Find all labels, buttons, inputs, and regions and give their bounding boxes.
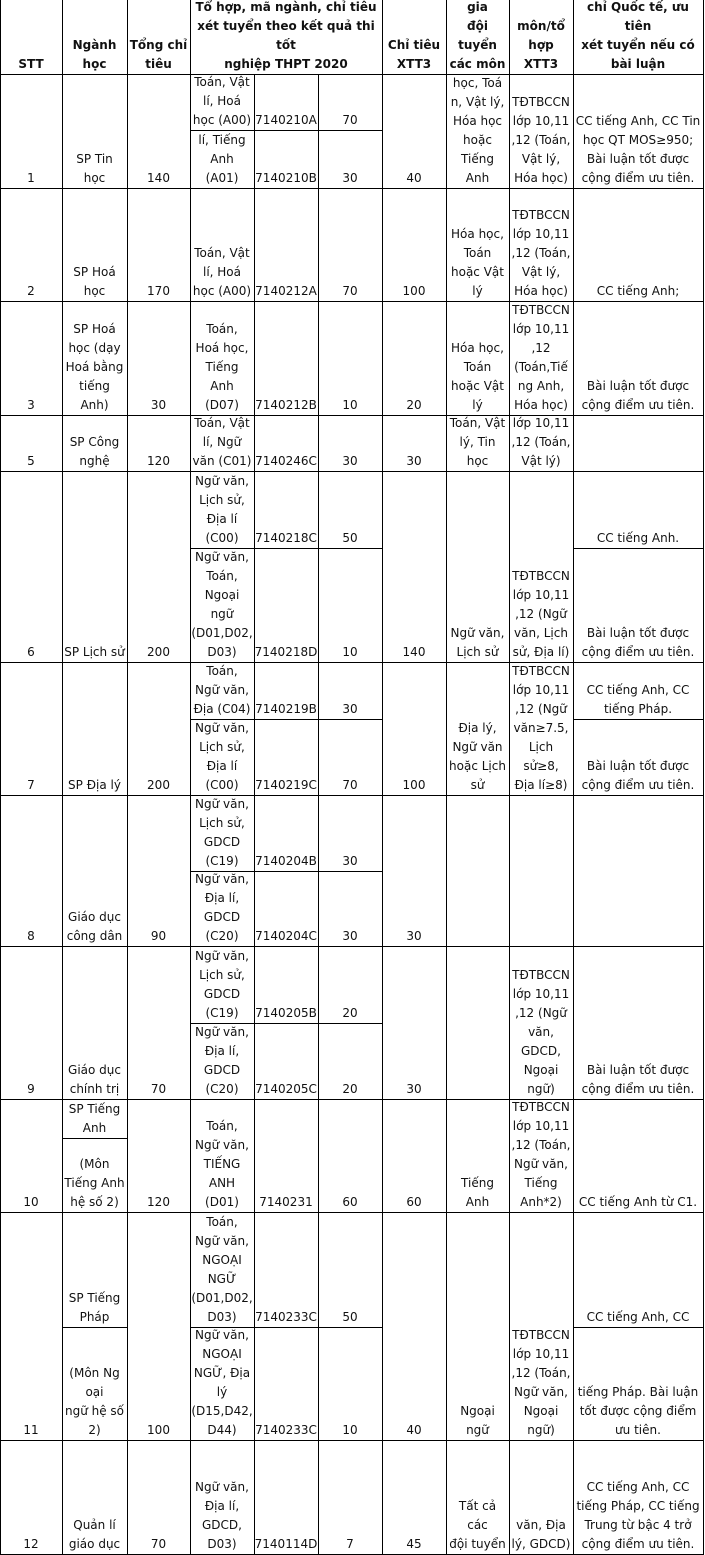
row-uu-tien: CC tiếng Anh, CC tiếng Pháp, CC tiếng Trung từ bậc 4 trở cộng điểm ưu tiên. [576, 1480, 700, 1551]
row-chi-tieu: 10 [342, 398, 358, 412]
row-uu-tien: CC tiếng Anh, CC Tin học QT MOS≥950; Bài luận tốt được cộng điểm ưu tiên. [575, 114, 701, 185]
row-nganh: SP Lịch sử [64, 645, 125, 659]
row-chi-tieu: 30 [342, 702, 358, 716]
row-chi-tieu: 20 [342, 1006, 358, 1020]
row-nganh: SP Công nghệ [69, 435, 120, 468]
row-stt: 1 [27, 171, 35, 185]
row-tong-chi-tieu: 90 [150, 929, 167, 943]
row-ma-nganh: 7140204C [255, 929, 317, 943]
grid-line [0, 188, 704, 189]
row-uu-tien: CC tiếng Anh, CC tiếng Pháp. [586, 683, 690, 716]
row-nganh: SP Hoá học [73, 265, 116, 298]
row-stt: 11 [23, 1423, 39, 1437]
row-tong-chi-tieu: 200 [147, 778, 170, 792]
header-chi-tieu-xtt3: Chỉ tiêu XTT3 [387, 38, 441, 71]
row-chi-tieu: 10 [342, 645, 358, 659]
row-doi-tuyen: Toán, Vật lý, Tin học [449, 416, 506, 468]
row-nganh: Quản lí giáo dục [68, 1518, 121, 1551]
row-ma-nganh: 7140233C [255, 1423, 317, 1437]
grid-line [318, 74, 319, 1554]
row-tong-chi-tieu: 100 [147, 1423, 170, 1437]
row-mon-to-hop: TĐTBCCN lớp 10,11 ,12 (Ngữ văn, Lịch sử, Địa lí) [512, 569, 570, 659]
grid-line [509, 0, 510, 1554]
row-doi-tuyen: học, Toá n, Vật lý, Hóa học hoặc Tiếng Anh [450, 76, 505, 185]
row-tong-chi-tieu: 120 [147, 1195, 170, 1209]
row-doi-tuyen: Ngữ văn, Lịch sử [450, 626, 505, 659]
row-chi-tieu: 30 [342, 454, 358, 468]
row-chi-tieu: 50 [342, 1310, 358, 1324]
row-to-hop: Toán, Vật lí, Hoá học (A00) [192, 75, 252, 127]
row-stt: 7 [27, 778, 35, 792]
grid-line [573, 548, 704, 549]
row-chi-tieu-xtt3: 30 [406, 454, 422, 468]
row-ma-nganh: 7140114D [254, 1537, 318, 1551]
row-chi-tieu: 70 [342, 284, 358, 298]
grid-line [0, 471, 704, 472]
row-chi-tieu-xtt3: 40 [406, 1423, 422, 1437]
header-stt: STT [18, 57, 44, 71]
header-doi-tuyen: gia đội tuyển các môn [449, 0, 506, 71]
grid-line [190, 130, 383, 131]
grid-line [62, 1138, 128, 1139]
row-stt: 12 [23, 1537, 39, 1551]
row-nganh: Giáo dục công dân [66, 910, 123, 943]
header-tong-chi-tieu: Tổng chỉ tiêu [129, 38, 188, 71]
row-to-hop: Ngữ văn, Toán, Ngoại ngữ (D01,D02, D03) [191, 550, 253, 659]
row-chi-tieu: 50 [342, 531, 358, 545]
row-tong-chi-tieu: 70 [150, 1537, 167, 1551]
grid-line [190, 1327, 383, 1328]
row-uu-tien: Bài luận tốt được cộng điểm ưu tiên. [581, 1063, 695, 1096]
row-stt: 6 [27, 645, 35, 659]
row-ma-nganh: 7140218D [254, 645, 318, 659]
row-chi-tieu-xtt3: 20 [406, 398, 422, 412]
grid-line [0, 795, 704, 796]
row-to-hop: Toán, Hoá học, Tiếng Anh (D07) [195, 322, 249, 412]
row-to-hop: Ngữ văn, Lịch sử, GDCD (C19) [195, 797, 249, 868]
header-mon-to-hop: môn/tổ hợp XTT3 [517, 19, 565, 71]
row-mon-to-hop: TĐTBCCN lớp 10,11 ,12 (Toán, Vật lý, Hóa học) [511, 208, 571, 298]
row-uu-tien: CC tiếng Anh. [596, 531, 680, 545]
row-nganh: SP Hoá học (dạy Hoá bằng tiếng Anh) [65, 322, 124, 412]
row-stt: 3 [27, 398, 35, 412]
row-nganh: SP Địa lý [68, 778, 121, 792]
row-uu-tien: CC tiếng Anh; [596, 284, 680, 298]
row-mon-to-hop: TĐTBCCN lớp 10,11 ,12 (Toán, Vật lý, Hóa học) [511, 95, 571, 185]
row-mon-to-hop: lớp 10,11 ,12 (Toán, Vật lý) [511, 416, 571, 468]
grid-line [190, 548, 383, 549]
row-chi-tieu: 7 [346, 1537, 354, 1551]
grid-line [573, 0, 574, 1554]
row-mon-to-hop: TĐTBCCN lớp 10,11 ,12 (Toán,Tiế ng Anh, Hóa học) [512, 303, 570, 412]
row-ma-nganh: 7140212B [255, 398, 317, 412]
row-chi-tieu: 60 [342, 1195, 358, 1209]
row-ma-nganh: 7140219B [255, 702, 317, 716]
row-ma-nganh: 7140205B [255, 1006, 317, 1020]
row-chi-tieu: 30 [342, 854, 358, 868]
grid-line [0, 301, 704, 302]
row-chi-tieu-xtt3: 60 [406, 1195, 422, 1209]
row-ma-nganh: 7140231 [259, 1195, 313, 1209]
grid-line [0, 415, 704, 416]
row-mon-to-hop: văn, Địa lý, GDCD) [511, 1518, 571, 1551]
grid-line [0, 662, 704, 663]
row-chi-tieu-xtt3: 100 [402, 778, 426, 792]
row-nganh: Giáo dục chính trị [68, 1063, 121, 1096]
row-chi-tieu: 10 [342, 1423, 358, 1437]
grid-line [190, 871, 383, 872]
row-uu-tien-note: Bài luận tốt được cộng điểm ưu tiên. [581, 626, 695, 659]
grid-line [62, 0, 63, 1554]
row-tong-chi-tieu: 140 [147, 171, 170, 185]
grid-line [0, 1440, 704, 1441]
row-nganh: SP Tin học [76, 152, 113, 185]
header-nganh: Ngành học [72, 38, 117, 71]
row-doi-tuyen: Tất cả các đội tuyển [449, 1499, 506, 1551]
grid-line [573, 719, 704, 720]
row-tong-chi-tieu: 30 [150, 398, 167, 412]
row-doi-tuyen: Hóa học, Toán hoặc Vật lý [451, 341, 504, 412]
row-ma-nganh: 7140212A [255, 284, 317, 298]
row-to-hop: Ngữ văn, Địa lí, GDCD (C20) [195, 1025, 249, 1096]
row-chi-tieu-xtt3: 100 [402, 284, 426, 298]
row-tong-chi-tieu: 170 [147, 284, 170, 298]
row-ma-nganh: 7140246C [255, 454, 317, 468]
row-to-hop: Ngữ văn, Địa lí, GDCD (C20) [195, 872, 249, 943]
row-chi-tieu: 20 [342, 1082, 358, 1096]
row-ma-nganh: 7140219C [255, 778, 317, 792]
grid-line [190, 1023, 383, 1024]
row-to-hop: Ngữ văn, Lịch sử, Địa lí (C00) [195, 474, 249, 545]
row-chi-tieu-xtt3: 45 [406, 1537, 422, 1551]
grid-line [127, 0, 128, 1554]
row-ma-nganh: 7140233C [255, 1310, 317, 1324]
row-uu-tien-note: Bài luận tốt được cộng điểm ưu tiên. [581, 759, 695, 792]
grid-line [0, 0, 1, 1554]
row-ma-nganh: 7140210A [255, 113, 317, 127]
row-doi-tuyen: Ngoại ngữ [460, 1404, 495, 1437]
row-mon-to-hop: TĐTBCCN lớp 10,11 ,12 (Ngữ văn, GDCD, Ngoại ngữ) [512, 968, 570, 1096]
row-chi-tieu: 70 [342, 113, 358, 127]
row-tong-chi-tieu: 70 [150, 1082, 167, 1096]
row-mon-to-hop: TĐTBCCN lớp 10,11 ,12 (Toán, Ngữ văn, Ngoại ngữ) [511, 1328, 571, 1437]
row-uu-tien: CC tiếng Anh từ C1. [578, 1195, 698, 1209]
grid-line [573, 1327, 704, 1328]
grid-line [190, 719, 383, 720]
row-to-hop: Ngữ văn, Lịch sử, GDCD (C19) [195, 949, 249, 1020]
row-to-hop: lí, Tiếng Anh (A01) [198, 133, 246, 185]
grid-line [703, 0, 704, 1554]
row-to-hop: Toán, Ngữ văn, Địa (C04) [193, 664, 251, 716]
row-doi-tuyen: Hóa học, Toán hoặc Vật lý [451, 227, 504, 298]
row-doi-tuyen: Địa lý, Ngữ văn hoặc Lịch sử [449, 721, 506, 792]
grid-line [0, 74, 704, 75]
row-chi-tieu: 30 [342, 171, 358, 185]
grid-line [0, 1212, 704, 1213]
row-to-hop: Toán, Vật lí, Ngữ văn (C01) [192, 416, 252, 468]
row-to-hop: Ngữ văn, Địa lí, GDCD, D03) [195, 1480, 249, 1551]
row-stt: 2 [27, 284, 35, 298]
row-mon-to-hop: TĐTBCCN lớp 10,11 ,12 (Toán, Ngữ văn, Tiếng Anh*2) [511, 1100, 571, 1209]
grid-line [254, 74, 255, 1554]
row-nganh: SP Tiếng Pháp [68, 1291, 121, 1324]
row-uu-tien: Bài luận tốt được cộng điểm ưu tiên. [581, 379, 695, 412]
row-uu-tien-note: tiếng Pháp. Bài luận tốt được cộng điểm ưu tiên. [577, 1385, 699, 1437]
grid-line [446, 0, 447, 1554]
row-doi-tuyen: Tiếng Anh [461, 1176, 494, 1209]
grid-line [190, 0, 191, 1554]
row-tong-chi-tieu: 120 [147, 454, 170, 468]
row-nganh-note: (Môn Tiếng Anh hệ số 2) [64, 1157, 125, 1209]
grid-line [0, 1099, 704, 1100]
row-stt: 8 [27, 929, 35, 943]
row-chi-tieu: 30 [342, 929, 358, 943]
row-stt: 9 [27, 1082, 35, 1096]
row-uu-tien: CC tiếng Anh, CC [586, 1310, 690, 1324]
header-uu-tien: chỉ Quốc tế, ưu tiên xét tuyển nếu có bài luận [581, 0, 695, 71]
row-to-hop: Toán, Vật lí, Hoá học (A00) [192, 246, 252, 298]
row-chi-tieu-xtt3: 30 [406, 1082, 422, 1096]
row-to-hop: Ngữ văn, NGOẠI NGỮ, Địa lý (D15,D42, D44) [191, 1328, 253, 1437]
row-nganh: SP Tiếng Anh [68, 1102, 121, 1135]
header-to-hop: Tổ hợp, mã ngành, chỉ tiêu xét tuyển theo kết quả thi tốt nghiệp THPT 2020 [195, 0, 377, 71]
row-ma-nganh: 7140204B [255, 854, 317, 868]
row-to-hop: Ngữ văn, Lịch sử, Địa lí (C00) [195, 721, 249, 792]
row-stt: 10 [23, 1195, 39, 1209]
row-uu-tien [573, 415, 703, 471]
row-tong-chi-tieu: 200 [147, 645, 170, 659]
grid-line [62, 1327, 128, 1328]
row-to-hop: Toán, Ngữ văn, NGOẠI NGỮ (D01,D02, D03) [191, 1215, 253, 1324]
row-to-hop: Toán, Ngữ văn, TIẾNG ANH (D01) [195, 1119, 249, 1209]
row-ma-nganh: 7140205C [255, 1082, 317, 1096]
grid-line [0, 946, 704, 947]
row-stt: 5 [27, 454, 35, 468]
row-chi-tieu: 70 [342, 778, 358, 792]
row-mon-to-hop: TĐTBCCN lớp 10,11 ,12 (Ngữ văn≥7.5, Lịch sử≥8, Địa lí≥8) [512, 664, 570, 792]
row-chi-tieu-xtt3: 30 [406, 929, 422, 943]
grid-line [382, 0, 383, 1554]
row-nganh-note: (Môn Ng oại ngữ hệ số 2) [64, 1366, 125, 1437]
row-ma-nganh: 7140218C [255, 531, 317, 545]
row-chi-tieu-xtt3: 40 [406, 171, 422, 185]
row-chi-tieu-xtt3: 140 [402, 645, 426, 659]
row-ma-nganh: 7140210B [255, 171, 317, 185]
